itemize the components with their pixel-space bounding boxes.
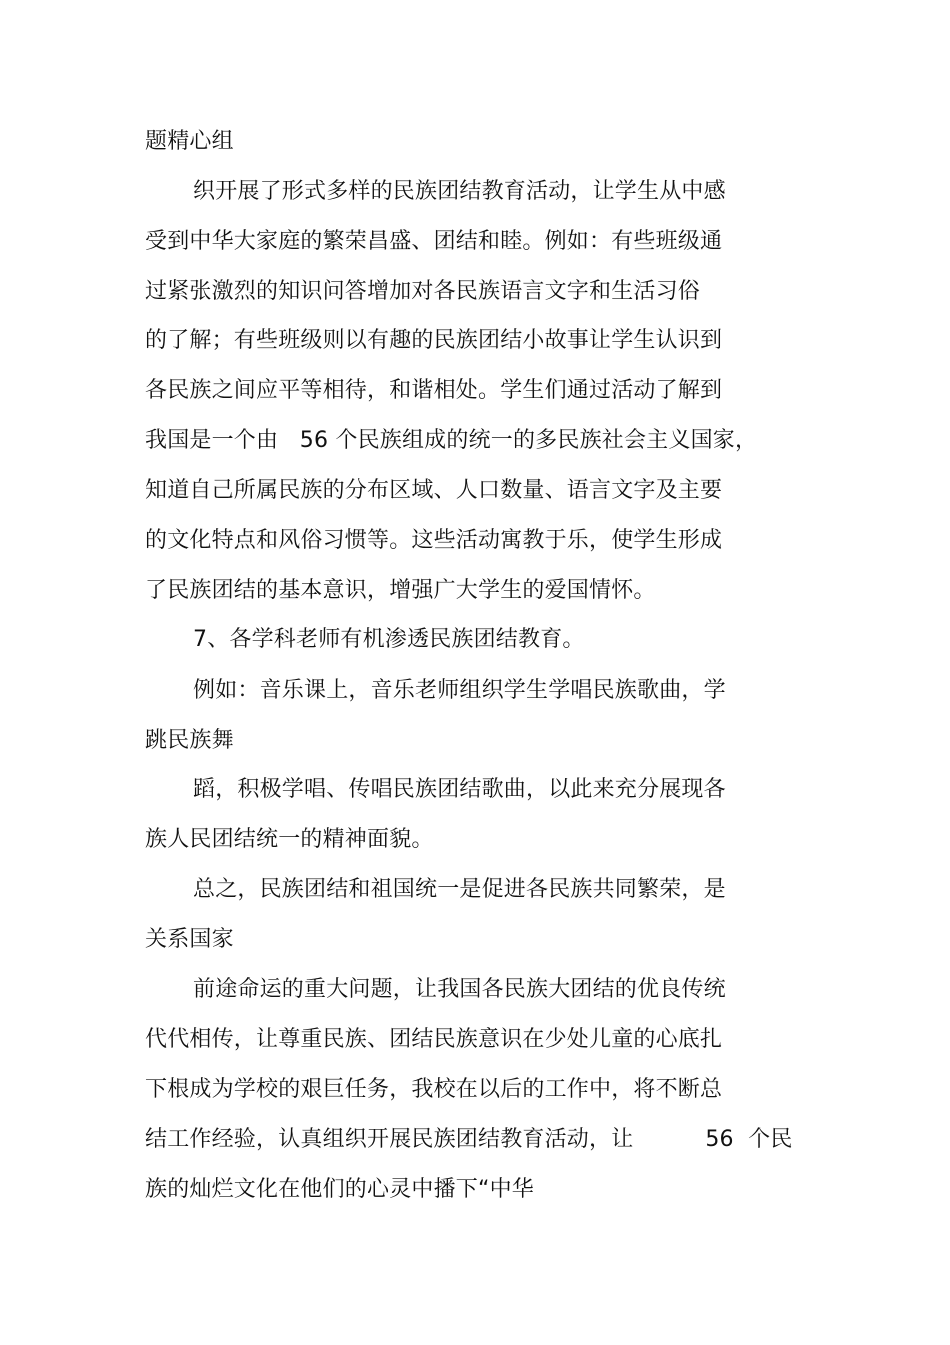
text-line: 我国是一个由 56 个民族组成的统一的多民族社会主义国家， xyxy=(145,428,758,453)
text-line: 知道自己所属民族的分布区域、人口数量、语言文字及主要 xyxy=(145,478,723,503)
text-line: 跳民族舞 xyxy=(145,728,234,753)
text-line: 的文化特点和风俗习惯等。这些活动寓教于乐，使学生形成 xyxy=(145,528,723,553)
text-line: 代代相传，让尊重民族、团结民族意识在少处儿童的心底扎 xyxy=(145,1027,723,1052)
text-line: 例如：音乐课上，音乐老师组织学生学唱民族歌曲，学 xyxy=(193,678,726,703)
text-line: 过紧张激烈的知识问答增加对各民族语言文字和生活习俗 xyxy=(145,279,701,304)
text-line: 总之，民族团结和祖国统一是促进各民族共同繁荣，是 xyxy=(193,877,726,902)
text-line: 前途命运的重大问题，让我国各民族大团结的优良传统 xyxy=(193,977,726,1002)
text-line: 下根成为学校的艰巨任务，我校在以后的工作中，将不断总 xyxy=(145,1077,723,1102)
text-line: 的了解；有些班级则以有趣的民族团结小故事让学生认识到 xyxy=(145,328,723,353)
text-line: 题精心组 xyxy=(145,129,234,154)
text-line: 蹈，积极学唱、传唱民族团结歌曲，以此来充分展现各 xyxy=(193,777,726,802)
text-line: 受到中华大家庭的繁荣昌盛、团结和睦。例如：有些班级通 xyxy=(145,229,723,254)
text-line: 关系国家 xyxy=(145,927,234,952)
text-line: 族人民团结统一的精神面貌。 xyxy=(145,827,434,852)
text-line: 各民族之间应平等相待，和谐相处。学生们通过活动了解到 xyxy=(145,378,723,403)
text-line: 织开展了形式多样的民族团结教育活动，让学生从中感 xyxy=(193,179,726,204)
text-line: 结工作经验，认真组织开展民族团结教育活动，让 56 个民 xyxy=(145,1127,793,1152)
text-line: 族的灿烂文化在他们的心灵中播下“中华 xyxy=(145,1177,534,1202)
text-line: 7、各学科老师有机渗透民族团结教育。 xyxy=(193,627,585,652)
text-line: 了民族团结的基本意识，增强广大学生的爱国情怀。 xyxy=(145,578,656,603)
